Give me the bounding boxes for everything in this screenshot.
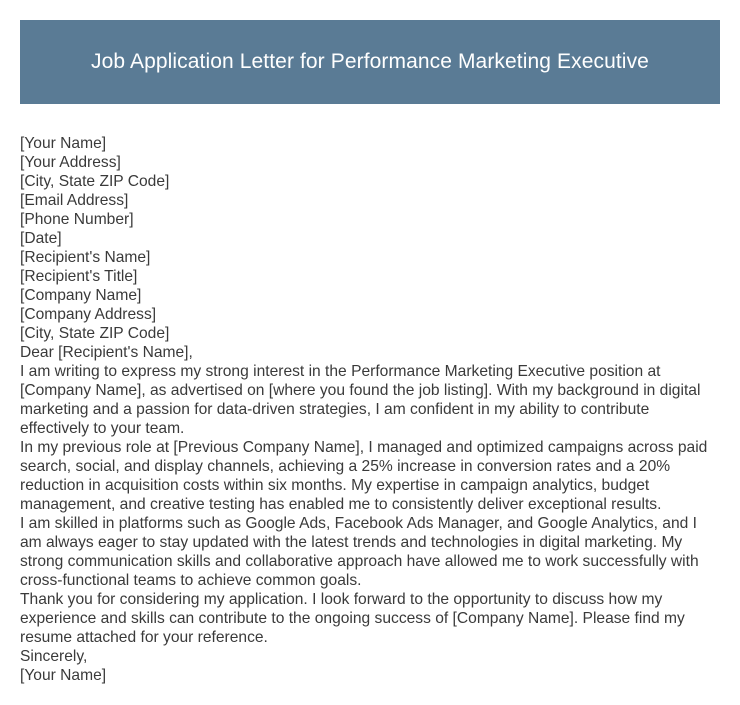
recipient-address: [Company Address] <box>20 306 157 323</box>
sender-name: [Your Name] <box>20 135 107 152</box>
sender-phone: [Phone Number] <box>20 211 134 228</box>
recipient-name: [Recipient's Name] <box>20 249 151 266</box>
closing: Sincerely, <box>20 648 88 665</box>
title-banner <box>20 20 720 104</box>
letter-date: [Date] <box>20 230 62 247</box>
body-paragraph-4: Thank you for considering my application. I look forward to the opportunity to discuss how my experience and skills can contribute to the ongoing success of [Company Name]. Please find my resume attached for your reference. <box>20 591 685 646</box>
body-paragraph-3: I am skilled in platforms such as Google Ads, Facebook Ads Manager, and Google Analytics, and I am always eager to stay updated with the latest trends and technologies in digital marketing. My strong communication skills and collaborative approach have allowed me to work successfully with cross-functional teams to achieve common goals. <box>20 515 699 589</box>
body-paragraph-1: I am writing to express my strong interest in the Performance Marketing Executive position at [Company Name], as advertised on [where you found the job listing]. With my background in digital marketing and a passion for data-driven strategies, I am confident in my ability to contribute effectively to your team. <box>20 363 701 437</box>
recipient-city-state-zip: [City, State ZIP Code] <box>20 325 170 342</box>
sender-block <box>20 134 720 248</box>
sender-email: [Email Address] <box>20 192 129 209</box>
letter-body <box>20 134 720 685</box>
recipient-block <box>20 248 720 343</box>
sender-address: [Your Address] <box>20 154 121 171</box>
salutation: Dear [Recipient's Name], <box>20 344 193 361</box>
recipient-company: [Company Name] <box>20 287 142 304</box>
sender-city-state-zip: [City, State ZIP Code] <box>20 173 170 190</box>
recipient-title: [Recipient's Title] <box>20 268 138 285</box>
body-paragraph-2: In my previous role at [Previous Company Name], I managed and optimized campaigns across paid search, social, and display channels, achieving a 25% increase in conversion rates and a 20% reduction in acquisition costs within six months. My expertise in campaign analytics, budget management, and creative testing has enabled me to consistently deliver exceptional results. <box>20 439 708 513</box>
signature: [Your Name] <box>20 667 107 684</box>
page-title: Job Application Letter for Performance Marketing Executive <box>91 50 649 73</box>
